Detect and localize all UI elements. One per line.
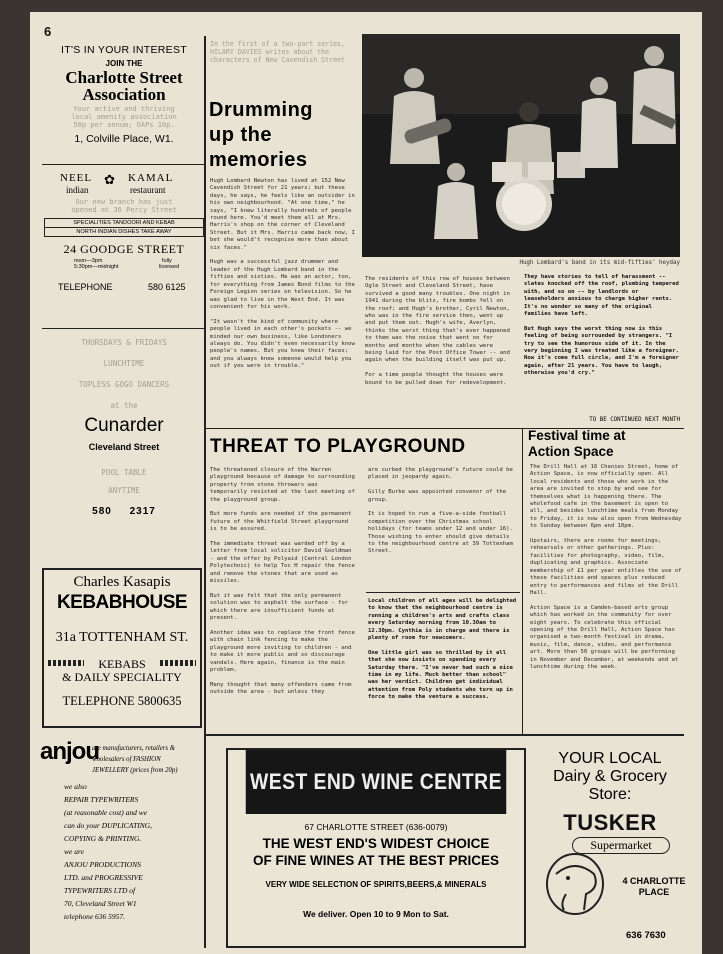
association-sub-2: local amenity association bbox=[71, 113, 177, 121]
elephant-icon bbox=[542, 848, 608, 918]
cunarder-lunchtime: LUNCHTIME bbox=[103, 359, 145, 368]
anjou-line: COPYING & PRINTING. bbox=[64, 834, 142, 843]
cunarder-name: Cunarder bbox=[84, 415, 164, 436]
anjou-line: telephone 636 5957. bbox=[64, 912, 126, 921]
page-number: 6 bbox=[44, 24, 52, 39]
column-rule bbox=[204, 734, 206, 948]
band-photo bbox=[362, 34, 680, 257]
photo-caption: Hugh Lombard's band in its mid-fifties' heyday bbox=[519, 260, 680, 266]
neel-kamal-ad bbox=[44, 172, 204, 296]
cunarder-at-the: at the bbox=[110, 401, 138, 410]
anjou-line: are manufacturers, retailers & bbox=[92, 745, 176, 752]
neel-tel-label: TELEPHONE bbox=[58, 282, 113, 292]
indian-label: indian bbox=[66, 185, 89, 195]
tusker-line-1: YOUR LOCAL bbox=[558, 750, 662, 767]
neel-hours-2: 5:30pm—midnight bbox=[74, 264, 119, 270]
decorative-pattern bbox=[160, 660, 196, 666]
tusker-address-2: PLACE bbox=[638, 887, 670, 897]
anjou-line: (at reasonable cost) and we bbox=[64, 808, 148, 817]
anjou-line: LTD. and PROGRESSIVE bbox=[64, 873, 143, 882]
wine-centre-ad bbox=[226, 748, 526, 948]
wine-line-2: OF FINE WINES AT THE BEST PRICES bbox=[252, 853, 499, 868]
tusker-address bbox=[618, 876, 690, 898]
cunarder-tel-2: 2317 bbox=[129, 506, 156, 517]
festival-headline-2: Action Space bbox=[528, 444, 614, 459]
column-rule bbox=[204, 36, 206, 736]
anjou-line: can do your DUPLICATING, bbox=[64, 821, 153, 830]
association-join: JOIN THE bbox=[105, 59, 143, 68]
neel-address: 24 GOODGE STREET bbox=[63, 242, 185, 256]
anjou-line: JEWELLERY (prices from 20p) bbox=[92, 767, 178, 774]
newspaper-page bbox=[30, 12, 702, 954]
cunarder-tel-1: 580 bbox=[92, 506, 112, 517]
association-name: Charlotte Street bbox=[65, 68, 183, 87]
anjou-line: 70, Cleveland Street W1 bbox=[64, 899, 137, 908]
cunarder-pool: POOL TABLE bbox=[101, 468, 147, 477]
kebab-line-1: KEBABS bbox=[98, 657, 146, 671]
association-interest: IT'S IN YOUR INTEREST bbox=[61, 44, 187, 56]
local-children-story: Local children of all ages will be delighted to know that the neighbourhood centre is running a children's arts and crafts class every Saturday morning from 10.30am to 12.30pm. Cynthia is in charge and there is plenty of room for newcomers. One little girl was so thrilled by it all that she now insists on spending every Saturday there. "I've never had such a nice time in my life. Much better than school" was her verdict. Children get individual attention from Poly students who turn up in force to make the venture a success. bbox=[368, 598, 517, 701]
neel-label: NEEL bbox=[60, 172, 93, 184]
association-ad bbox=[44, 44, 204, 145]
anjou-line: we are bbox=[64, 847, 84, 856]
cunarder-dancers: TOPLESS GOGO DANCERS bbox=[78, 380, 170, 389]
column-rule bbox=[522, 428, 523, 734]
kebab-tel: TELEPHONE 5800635 bbox=[62, 694, 182, 708]
association-name-2: Association bbox=[82, 85, 166, 104]
association-sub-1: Your active and thriving bbox=[73, 105, 175, 113]
drumming-intro: In the first of a two-part series, HILARY DAVIES writes about the characters of New Cavendish Street bbox=[210, 40, 345, 65]
tusker-ad bbox=[530, 750, 690, 946]
neel-hours-1: noon—3pm bbox=[74, 258, 103, 264]
specialities-line: SPECIALITIES TANDOORI AND KEBAB bbox=[45, 219, 203, 228]
tusker-tel: 636 7630 bbox=[626, 930, 666, 941]
drumming-column-1: Hugh Lombard Newton has lived at 152 New Cavendish Street for 21 years; but these days, he says, he feels like an outsider in his own neighbourhood. "At one time," he says, "I knew literally hundreds of people round here. You'd meet them all at Mrs. Harris's shop on the corner of Cleveland Street. But it Mrs. Harris came back now, I bet she would't recognise more than about six faces." Hugh was a successful jazz drummer and leader of the Hugh Lombard band in the fifties and sixties. He was an actor, too, for everything from James Bond films to the Foreign Legion series on television. So he was glad to live in the West End. It was convenient for his work. "It wasn't the kind of community where people lived in each other's pockets -- we minded our own business, like Londoners always do. You didn't even necessarily know people's names. But you knew their faces; and you always knew someone would help you out if you were in trouble." bbox=[210, 178, 355, 370]
wine-line-3: VERY WIDE SELECTION OF SPIRITS,BEERS,& MINERALS bbox=[265, 880, 487, 889]
specialities-box bbox=[44, 218, 204, 237]
divider bbox=[42, 328, 204, 329]
festival-body: The Drill Hall at 16 Chenies Street, home of Action Space, is now officially open. All local residents and those who work in the area are invited to stop by and see for themselves what is happening there. The wholefood cafe in the basement is open to all, and besides lunchtime meals from Monday to Friday, it is now also open from Wednesday to Sunday between 6pm and 10pm. Upstairs, there are rooms for meetings, rehearsals or other gatherings. Plus: facilities for photography, video, film, duplicating and graphics. Associate membership of £1 per year entitles the use of these facilities and spaces plus reduced entry to performances and films at the Drill Hall. Action Space is a Camden-based arts group which has worked in the community for over eight years. To celebrate this official opening of the Drill Hall, Action Space has organised a two-month festival in drama, music, film, dance, video, and performance art. More than 50 groups will be performing in November and December, at weekends and at lunchtime during the week. bbox=[530, 464, 682, 670]
neel-sub-1: Our new branch has just bbox=[75, 198, 173, 206]
drumming-headline-1: Drumming bbox=[209, 99, 313, 121]
festival-headline-1: Festival time at bbox=[528, 428, 626, 443]
association-address: 1, Colville Place, W1. bbox=[74, 133, 174, 145]
continued-note: TO BE CONTINUED NEXT MONTH bbox=[589, 417, 680, 423]
section-rule bbox=[366, 592, 520, 593]
drumming-headline-3: memories bbox=[209, 149, 308, 171]
wine-delivery: We deliver. Open 10 to 9 Mon to Sat. bbox=[303, 909, 449, 919]
anjou-name: anjou bbox=[40, 738, 99, 765]
festival-headline bbox=[528, 428, 688, 460]
neel-licensed-2: licensed bbox=[159, 264, 180, 270]
threat-headline: THREAT TO PLAYGROUND bbox=[210, 436, 466, 457]
tusker-line-3: Store: bbox=[588, 786, 632, 803]
divider bbox=[42, 164, 204, 165]
cunarder-anytime: ANYTIME bbox=[108, 486, 140, 495]
restaurant-label: restaurant bbox=[130, 185, 166, 195]
wine-banner: WEST END WINE CENTRE bbox=[246, 750, 506, 814]
anjou-line: REPAIR TYPEWRITERS bbox=[64, 795, 139, 804]
tusker-sub: Supermarket bbox=[572, 837, 670, 854]
dishes-line: NORTH INDIAN DISHES TAKE AWAY bbox=[76, 229, 172, 235]
kebab-line-2: & DAILY SPECIALITY bbox=[62, 670, 182, 684]
tusker-name: TUSKER bbox=[563, 810, 657, 835]
kamal-label: KAMAL bbox=[128, 172, 174, 184]
tusker-address-1: 4 CHARLOTTE bbox=[622, 876, 686, 886]
anjou-line: TYPEWRITERS LTD of bbox=[64, 886, 136, 895]
neel-licensed-1: fully bbox=[162, 258, 172, 264]
kebab-name: KEBABHOUSE bbox=[56, 592, 188, 613]
cunarder-days: THURSDAYS & FRIDAYS bbox=[81, 338, 167, 347]
drumming-headline bbox=[209, 98, 359, 173]
neel-tel: 580 6125 bbox=[148, 282, 186, 292]
anjou-ad bbox=[40, 736, 208, 948]
anjou-line: wholesalers of FASHION bbox=[92, 756, 161, 763]
decorative-pattern bbox=[48, 660, 84, 666]
kebab-address: 31a TOTTENHAM ST. bbox=[55, 630, 189, 645]
neel-sub-2: opened at 36 Percy Street bbox=[71, 206, 177, 214]
anjou-line: we also bbox=[64, 782, 87, 791]
cunarder-ad bbox=[44, 338, 204, 517]
anjou-line: ANJOU PRODUCTIONS bbox=[64, 860, 141, 869]
kebab-owner: Charles Kasapis bbox=[73, 574, 171, 590]
drumming-headline-2: up the bbox=[209, 124, 272, 146]
tusker-line-2: Dairy & Grocery bbox=[553, 768, 667, 785]
lotus-icon: ✿ bbox=[104, 172, 115, 187]
cunarder-street: Cleveland Street bbox=[88, 442, 160, 452]
anjou-body bbox=[64, 780, 208, 923]
threat-column-1: The threatened closure of the Warren playground because of damage to surrounding property from stone throwers was temporarily resisted at the last meeting of the playground group. But more funds are needed if the permanent future of the Whitfield Street playground is to be assured. The immediate threat was warded off by a letter from local solicitor David Gooldman - and the offer by Polyaid (Central London Polytechnic) to help Toc H repair the fence and remove the stones that are used as missiles. But it was felt that the only permanent solution was to asphalt the surface - for which there are insufficient funds at present. Another idea was to replace the front fence with chain link fencing to make the playground more inviting to children - and to make it more public and so discourage vandals. Here again, finance is the main problem. Many thought that many offenders came from outside the area - but unless they bbox=[210, 467, 355, 696]
drumming-column-3: They have stories to tell of harassment -- slates knocked off the roof, plumbing tampered with, and so on -- by landlords or leaseholders anxious to charge higher rents. It's no wonder so many of the original families have left. But Hugh says the worst thing now is this feeling of being surrounded by strangers. "I try to see the humorous side of it. In the very beginning I was treated like a foreigner. Now it's come full circle, and I'm a foreigner again, after 21 years. You have to laugh, otherwise you'd cry." bbox=[524, 274, 679, 377]
section-rule bbox=[206, 734, 684, 736]
association-sub-3: 50p per annum; OAPs 10p. bbox=[73, 121, 175, 129]
kebab-house-ad bbox=[42, 568, 202, 728]
drumming-column-2: The residents of this row of houses between Ogle Street and Cleveland Street, have survived a good many troubles. One night in 1941 during the blitz, fire bombs fell on the roof; and Hugh's brother, Cyril Newton, who was in the fire service then, went up and put them out. Hugh's wife, Averlyn, thinks the worst thing that's ever happened to them was the noise that went on for months and months when the cables were being laid for the Post Office Tower -- and again when the building itself was put up. For a time people thought the houses were bound to be pulled down for redevelopment. bbox=[365, 276, 510, 386]
threat-column-2: are curbed the playground's future could be placed in jeopardy again. Gilly Burke was appointed convenor of the group. It is hoped to run a five-a-side football competition over the Christmas school holidays (for teams under 12 and under 16). Those wishing to enter should give details to the neighbourhood centre at 39 Tottenham Street. bbox=[368, 467, 513, 555]
wine-address: 67 CHARLOTTE STREET (636-0079) bbox=[304, 822, 448, 832]
wine-line-1: THE WEST END'S WIDEST CHOICE bbox=[262, 836, 490, 851]
band-photo-illustration bbox=[362, 34, 680, 257]
